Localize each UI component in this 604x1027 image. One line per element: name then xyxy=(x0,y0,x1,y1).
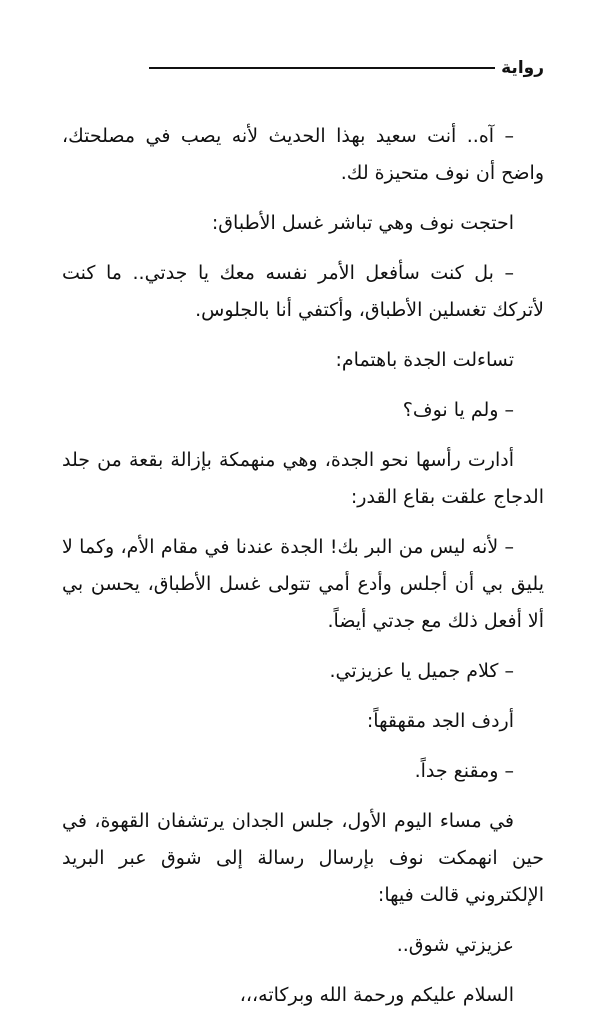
paragraph: – ومقنع جداً. xyxy=(414,760,514,782)
paragraph: أردف الجد مقهقهاً: xyxy=(366,710,514,732)
paragraph: في مساء اليوم الأول، جلس الجدان يرتشفان القهوة، في حين انهمكت نوف بإرسال رسالة إلى شوق عبر البريد الإلكتروني قالت فيها: xyxy=(62,810,544,906)
paragraph: – بل كنت سأفعل الأمر نفسه معك يا جدتي.. ما كنت لأتركك تغسلين الأطباق، وأكتفي أنا بالجلوس. xyxy=(62,262,544,321)
header-rule xyxy=(149,67,495,69)
paragraph: عزيزتي شوق.. xyxy=(396,934,514,956)
paragraph: احتجت نوف وهي تباشر غسل الأطباق: xyxy=(211,212,514,234)
running-header xyxy=(144,56,544,80)
paragraph: – كلام جميل يا عزيزتي. xyxy=(329,660,514,682)
paragraph: السلام عليكم ورحمة الله وبركاته،،، xyxy=(239,984,514,1006)
body-text xyxy=(62,118,544,1027)
paragraph: – ولم يا نوف؟ xyxy=(402,399,514,421)
paragraph: تساءلت الجدة باهتمام: xyxy=(335,349,514,371)
section-title: رواية xyxy=(501,58,544,78)
paragraph: أدارت رأسها نحو الجدة، وهي منهمكة بإزالة بقعة من جلد الدجاج علقت بقاع القدر: xyxy=(62,449,544,508)
paragraph: – آه.. أنت سعيد بهذا الحديث لأنه يصب في مصلحتك، واضح أن نوف متحيزة لك. xyxy=(62,125,544,184)
paragraph: – لأنه ليس من البر بك! الجدة عندنا في مقام الأم، وكما لا يليق بي أن أجلس وأدع أمي تتولى غسل الأطباق، يحسن بي ألا أفعل ذلك مع جدتي أيضاً. xyxy=(62,536,544,632)
